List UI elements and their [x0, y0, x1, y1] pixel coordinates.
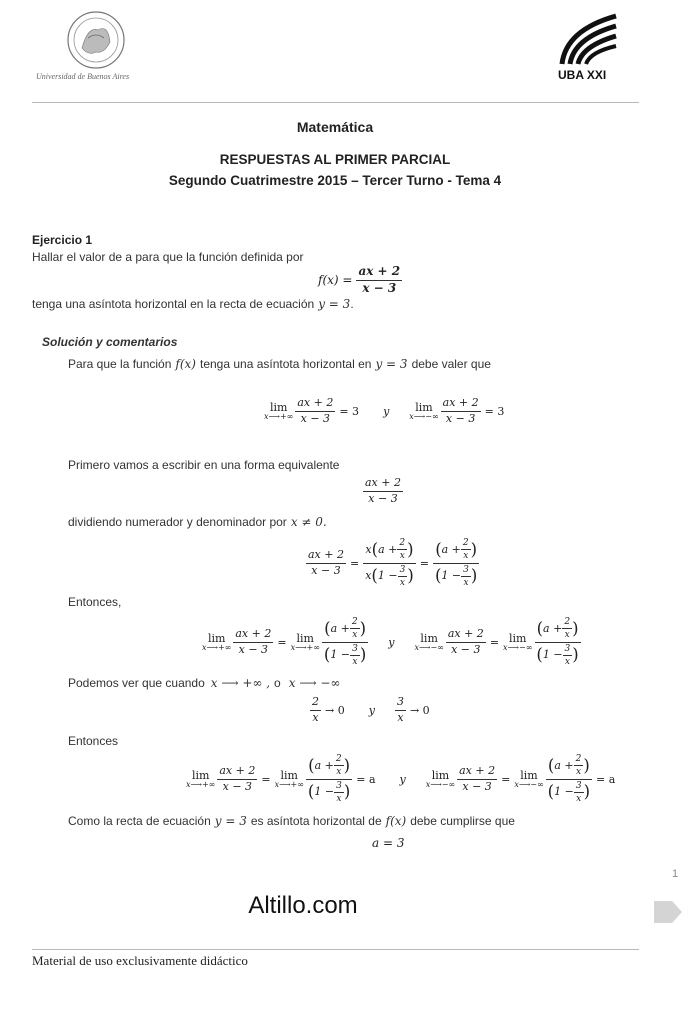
como-text-1: Como la recta de ecuación: [68, 814, 211, 828]
solution-heading: Solución y comentarios: [42, 335, 178, 349]
function-definition: [318, 265, 402, 296]
condition-text: tenga una asíntota horizontal en la recta de ecuación: [32, 297, 315, 311]
header-divider: [32, 102, 639, 103]
intro-fx: f(x): [175, 357, 196, 371]
como-y: y = 3: [214, 814, 247, 828]
equivalent-equation: $\frac{ax + 2}{x - 3}$ = x ( a + $\frac{2}{x}$ ) x ( 1 − $\frac{3}{x}$ ) = ( a + $\frac{2}{x}$ ) ( 1 − $\frac{3}{x}$ ): [308, 538, 478, 589]
page-number: 1: [672, 868, 679, 880]
podemos-text: Podemos ver que cuando: [68, 676, 205, 690]
podemos-math-2: x ⟶ −∞: [288, 676, 341, 690]
como-line: [68, 814, 515, 828]
podemos-line: [68, 676, 340, 690]
exercise-condition: [32, 297, 354, 311]
fx-fraction: [356, 265, 402, 296]
university-seal-logo: [36, 8, 144, 88]
dividing-line: [68, 515, 327, 529]
limits-condition: [264, 397, 508, 425]
footer-divider: [32, 949, 639, 950]
limit-value: = 3: [484, 404, 505, 418]
como-text-3: debe cumplirse que: [410, 814, 515, 828]
exercise-heading: Ejercicio 1: [32, 233, 93, 247]
condition-math: y = 3: [318, 297, 351, 311]
conjunction: y: [383, 404, 390, 418]
limit-operator: lim x⟶+∞: [264, 400, 294, 421]
limit-operator: lim x⟶−∞: [409, 400, 439, 421]
final-answer: a = 3: [372, 836, 405, 850]
uba-xxi-stripes-icon: [556, 12, 620, 66]
limits-to-zero: $\frac{2}{x}$ → 0 y $\frac{3}{x}$ → 0: [312, 695, 430, 724]
dividing-math: x ≠ 0.: [290, 515, 327, 529]
intro-y: y = 3: [375, 357, 408, 371]
uba-xxi-logo: [556, 12, 620, 84]
expression-fraction: $\frac{ax + 2}{x - 3}$: [365, 476, 401, 505]
document-title: RESPUESTAS AL PRIMER PARCIAL: [219, 152, 451, 167]
page-tab-arrow-icon[interactable]: [654, 897, 682, 927]
document-subtitle: Segundo Cuatrimestre 2015 – Tercer Turno - Tema 4: [168, 173, 502, 188]
intro-text-1: Para que la función: [68, 357, 172, 371]
condition-end: .: [350, 297, 354, 311]
limits-result: lim x⟶+∞ $\frac{ax + 2}{x - 3}$ = lim x⟶+∞ ( a + $\frac{2}{x}$ ) ( 1 − $\frac{3}{x}$ ) = a y lim x⟶−∞ $\frac{ax + 2}{x - 3}$ = lim x⟶−∞ ( a + $\frac{2}{x}$ ) ( 1 − $\frac{3}{x}$ ) = a: [186, 754, 616, 805]
fx-lhs: f(x) =: [318, 273, 353, 288]
podemos-math-1: x ⟶ +∞ ,: [210, 676, 271, 690]
podemos-or: o: [274, 676, 281, 690]
then-text-2: Entonces: [68, 734, 119, 748]
limit-fraction: $\frac{ax + 2}{x - 3}$: [442, 396, 479, 425]
limit-fraction: $\frac{ax + 2}{x - 3}$: [297, 396, 334, 425]
watermark-text: Altillo.com: [248, 892, 358, 919]
limits-factored: lim x⟶+∞ $\frac{ax + 2}{x - 3}$ = lim x⟶+∞ ( a + $\frac{2}{x}$ ) ( 1 − $\frac{3}{x}$ ) y lim x⟶−∞ $\frac{ax + 2}{x - 3}$ = lim x⟶−∞ ( a + $\frac{2}{x}$ ) ( 1 − $\frac{3}{x}$ ): [202, 617, 579, 668]
como-text-2: es asíntota horizontal de: [250, 814, 382, 828]
intro-text-3: debe valer que: [411, 357, 491, 371]
limit-value: = 3: [339, 404, 360, 418]
exercise-statement: Hallar el valor de a para que la función definida por: [32, 250, 304, 264]
como-fx: f(x): [385, 814, 407, 828]
uba-xxi-label: UBA XXI: [558, 68, 607, 82]
then-text-1: Entonces,: [68, 595, 122, 609]
equivalent-text: Primero vamos a escribir en una forma equivalente: [68, 458, 340, 472]
fx-numerator: ax + 2: [356, 265, 402, 281]
university-name: Universidad de Buenos Aires: [36, 72, 130, 81]
subject-title: Matemática: [296, 119, 374, 135]
intro-text-2: tenga una asíntota horizontal en: [199, 357, 372, 371]
solution-intro: [68, 357, 491, 371]
dividing-text: dividiendo numerador y denominador por: [68, 515, 287, 529]
footer-text: Material de uso exclusivamente didáctico: [32, 953, 248, 968]
fx-denominator: x − 3: [362, 280, 397, 295]
